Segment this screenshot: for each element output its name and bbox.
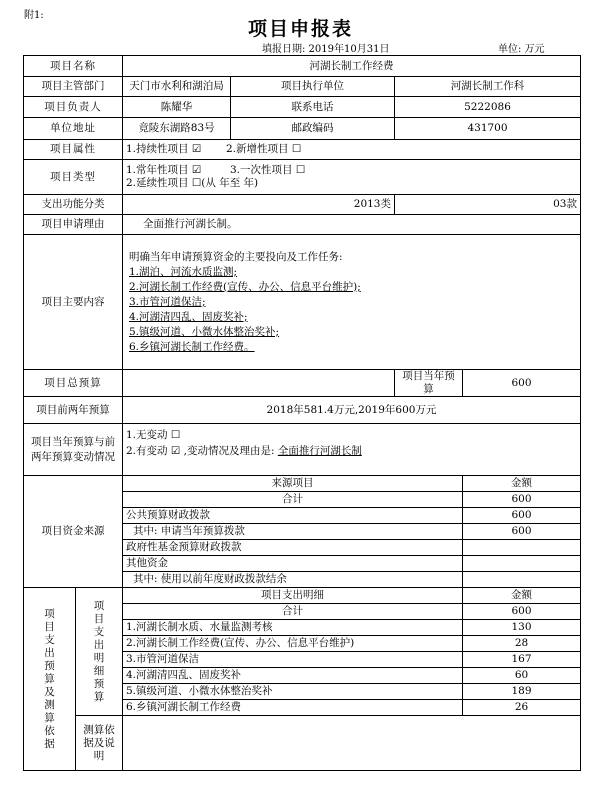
funding-line-amount: 600 — [463, 508, 581, 524]
type-one-time: 3.一次性项目 ☐ — [229, 164, 306, 176]
phone-value: 5222086 — [395, 97, 581, 118]
expense-line-amount: 189 — [463, 684, 581, 700]
exec-unit-label: 项目执行单位 — [231, 77, 395, 97]
change-none: 1.无变动 ☐ — [126, 429, 181, 441]
change-yes: 2.有变动 ☑ ,变动情况及理由是: — [126, 445, 275, 457]
phone-label: 联系电话 — [231, 97, 395, 118]
attribute-continuing: 1.持续性项目 ☑ — [126, 143, 202, 155]
funding-line-name: 其中: 使用以前年度财政拨款结余 — [123, 572, 463, 588]
expense-outer-label: 项目支出预算及测算依据 — [24, 588, 76, 771]
funding-line-name: 其中: 申请当年预算拨款 — [123, 524, 463, 540]
project-application-table — [23, 55, 581, 771]
attribute-label: 项目属性 — [24, 140, 123, 160]
funding-amount-header: 金额 — [463, 476, 581, 492]
change-value — [123, 424, 581, 476]
content-value — [123, 235, 581, 370]
funding-line-name: 政府性基金预算财政拨款 — [123, 540, 463, 556]
total-budget-value — [123, 370, 395, 397]
unit-label: 单位: 万元 — [498, 44, 545, 55]
type-label: 项目类型 — [24, 160, 123, 195]
content-intro: 明确当年申请预算资金的主要投向及工作任务: — [129, 250, 343, 263]
content-item: 1.湖泊、河流水质监测; — [129, 265, 238, 278]
attribute-options — [123, 140, 581, 160]
expense-detail-header: 项目支出明细 — [123, 588, 463, 604]
function-item-value: 03款 — [395, 195, 581, 215]
funding-line-amount — [463, 572, 581, 588]
funding-line-amount: 600 — [463, 524, 581, 540]
type-extended: 2.延续性项目 ☐(从 年至 年) — [126, 177, 259, 189]
expense-inner-label: 项目支出明细预算 — [76, 588, 123, 716]
expense-line-name: 合计 — [123, 604, 463, 620]
expense-line-name: 5.镇级河道、小微水体整治奖补 — [123, 684, 463, 700]
type-options — [123, 160, 581, 195]
content-item: 2.河湖长制工作经费(宣传、办公、信息平台维护); — [129, 280, 361, 293]
expense-line-name: 3.市管河道保洁 — [123, 652, 463, 668]
funding-label: 项目资金来源 — [24, 476, 123, 588]
total-budget-label: 项目总预算 — [24, 370, 123, 397]
year-budget-value: 600 — [463, 370, 581, 397]
funding-source-header: 来源项目 — [123, 476, 463, 492]
expense-line-name: 4.河湖清四乱、固废奖补 — [123, 668, 463, 684]
expense-line-amount: 600 — [463, 604, 581, 620]
expense-line-amount: 167 — [463, 652, 581, 668]
expense-line-amount: 130 — [463, 620, 581, 636]
basis-value — [123, 716, 581, 771]
fill-date: 填报日期: 2019年10月31日 — [262, 44, 390, 55]
reason-value: 全面推行河湖长制。 — [123, 215, 581, 235]
project-name-value: 河湖长制工作经费 — [123, 56, 581, 77]
content-label: 项目主要内容 — [24, 235, 123, 370]
year-budget-label: 项目当年预算 — [395, 370, 463, 397]
dept-value: 天门市水利和湖泊局 — [123, 77, 231, 97]
leader-label: 项目负责人 — [24, 97, 123, 118]
content-item: 5.镇级河道、小微水体整治奖补; — [129, 325, 280, 338]
expense-line-name: 2.河湖长制工作经费(宣传、办公、信息平台维护) — [123, 636, 463, 652]
expense-line-amount: 28 — [463, 636, 581, 652]
leader-value: 陈耀华 — [123, 97, 231, 118]
address-label: 单位地址 — [24, 118, 123, 140]
funding-line-amount — [463, 556, 581, 572]
content-item: 4.河湖清四乱、固废奖补; — [129, 310, 248, 323]
dept-label: 项目主管部门 — [24, 77, 123, 97]
attachment-label: 附1: — [24, 10, 44, 21]
postcode-label: 邮政编码 — [231, 118, 395, 140]
expense-line-name: 6.乡镇河湖长制工作经费 — [123, 700, 463, 716]
postcode-value: 431700 — [395, 118, 581, 140]
exec-unit-value: 河湖长制工作科 — [395, 77, 581, 97]
funding-line-amount: 600 — [463, 492, 581, 508]
funding-line-name: 其他资金 — [123, 556, 463, 572]
function-class-label: 支出功能分类 — [24, 195, 123, 215]
funding-line-name: 公共预算财政拨款 — [123, 508, 463, 524]
function-class-value: 2013类 — [123, 195, 395, 215]
funding-line-amount — [463, 540, 581, 556]
type-annual: 1.常年性项目 ☑ — [126, 164, 202, 176]
expense-line-amount: 60 — [463, 668, 581, 684]
expense-line-name: 1.河湖长制水质、水量监测考核 — [123, 620, 463, 636]
basis-label: 测算依据及说明 — [76, 716, 123, 771]
prev-budget-label: 项目前两年预算 — [24, 397, 123, 424]
attribute-new: 2.新增性项目 ☐ — [225, 143, 302, 155]
content-item: 3.市管河道保洁; — [129, 295, 206, 308]
prev-budget-value: 2018年581.4万元,2019年600万元 — [123, 397, 581, 424]
content-item: 6.乡镇河湖长制工作经费。 — [129, 340, 255, 353]
address-value: 竟陵东湖路83号 — [123, 118, 231, 140]
change-reason: 全面推行河湖长制 — [277, 445, 362, 457]
funding-line-name: 合计 — [123, 492, 463, 508]
project-name-label: 项目名称 — [24, 56, 123, 77]
expense-line-amount: 26 — [463, 700, 581, 716]
reason-label: 项目申请理由 — [24, 215, 123, 235]
expense-amount-header: 金额 — [463, 588, 581, 604]
form-title: 项目申报表 — [247, 18, 353, 40]
change-label: 项目当年预算与前两年预算变动情况 — [24, 424, 123, 476]
